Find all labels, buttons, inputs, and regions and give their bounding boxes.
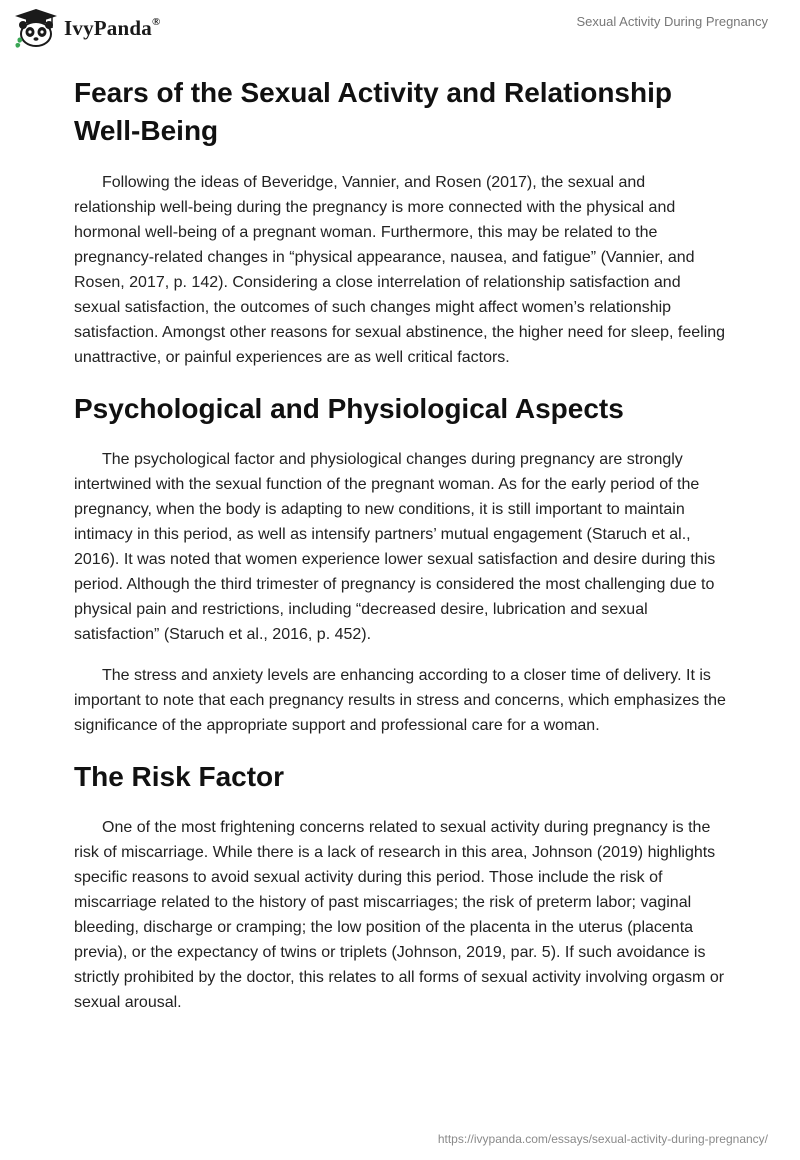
panda-graduation-icon: [14, 8, 58, 48]
section-heading: Psychological and Physiological Aspects: [74, 393, 624, 424]
paragraph: One of the most frightening concerns related to sexual activity during pregnancy is the risk of miscarriage. While there is a lack of research in this area, Johnson (2019) highlights specific reasons to avoid sexual activity during this period. Those include the risk of miscarriage related to the history of past miscarriages; the risk of preterm labor; vaginal bleeding, discharge or cramping; the low position of the placenta in the uterus (placenta previa), or the expectancy of twins or triplets (Johnson, 2019, par. 5). If such avoidance is strictly prohibited by the doctor, this relates to all forms of sexual activity involving orgasm or sexual arousal.: [74, 819, 725, 1011]
paragraph: The stress and anxiety levels are enhancing according to a closer time of delivery. It is important to note that each pregnancy results in stress and concerns, which emphasizes the significance of the appropriate support and professional care for a woman.: [74, 667, 726, 734]
paragraph: The psychological factor and physiological changes during pregnancy are strongly intertwined with the sexual function of the pregnant woman. As for the early period of the pregnancy, when the body is adapting to new conditions, it is still important to maintain intimacy in this period, as well as intensify partners’ mutual engagement (Staruch et al., 2016). It was noted that women experience lower sexual satisfaction and desire during this period. Although the third trimester of pregnancy is considered the most challenging due to physical pain and restrictions, including “decreased desire, lubrication and sexual satisfaction” (Staruch et al., 2016, p. 452).: [74, 451, 716, 643]
section-heading: The Risk Factor: [74, 761, 285, 792]
ivypanda-logo[interactable]: [14, 8, 160, 48]
source-url-link[interactable]: https://ivypanda.com/essays/sexual-activity-during-pregnancy/: [437, 1132, 768, 1146]
brand-name: IvyPanda®: [64, 15, 161, 40]
essay-content: [74, 72, 726, 1015]
paragraph: Following the ideas of Beveridge, Vannier, and Rosen (2017), the sexual and relationship well-being during the pregnancy is more connected with the physical and hormonal well-being of a pregnant woman. Furthermore, this may be related to the pregnancy-related changes in “physical appearance, nausea, and fatigue” (Vannier, and Rosen, 2017, p. 142). Considering a close interrelation of relationship satisfaction and sexual satisfaction, the outcomes of such changes might affect women’s relationship satisfaction. Amongst other reasons for sexual abstinence, the higher need for sleep, feeling unattractive, or painful experiences are as well critical factors.: [74, 174, 726, 366]
running-title: Sexual Activity During Pregnancy: [576, 14, 768, 29]
page-header: [0, 0, 800, 60]
section-heading: Fears of the Sexual Activity and Relationship Well-Being: [74, 77, 672, 146]
